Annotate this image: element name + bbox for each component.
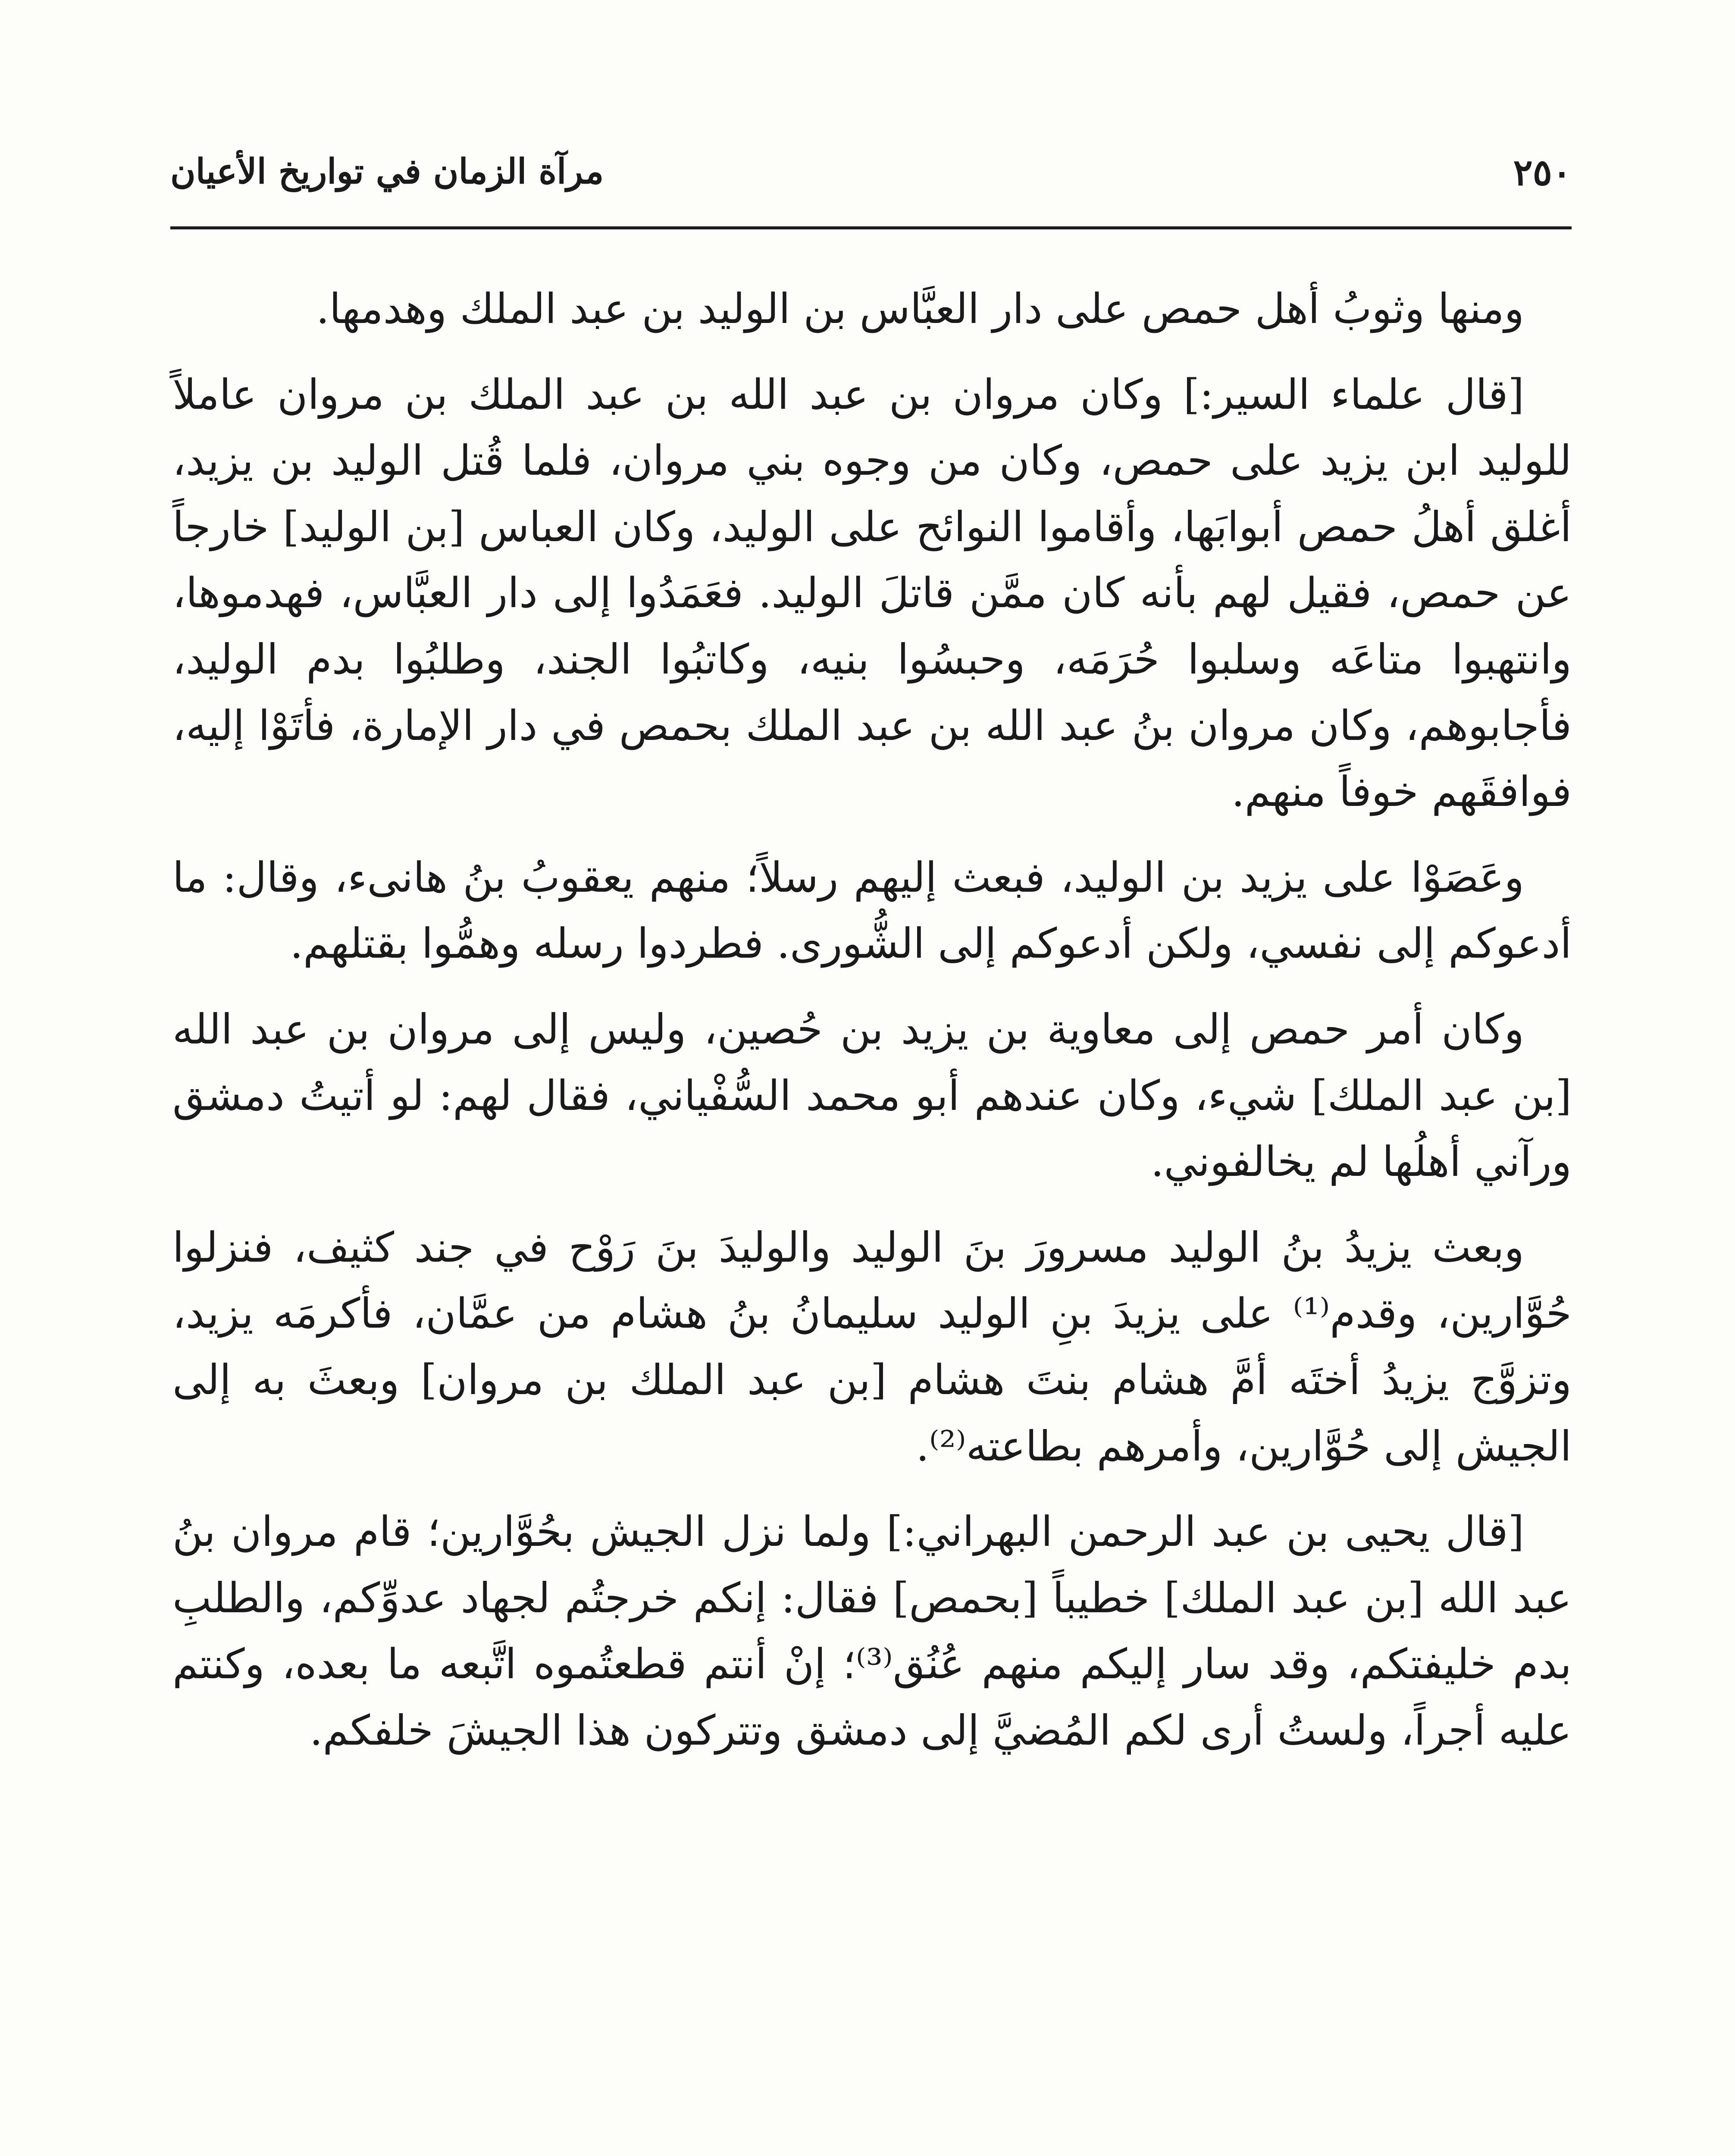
paragraph-5: وبعث يزيدُ بنُ الوليد مسرورَ بنَ الوليد والوليدَ بنَ رَوْح في جند كثيف، فنزلوا حُوَّارين، وقدم⁽¹⁾ على يزيدَ بنِ الوليد سليمانُ بنُ هشام من عمَّان، فأكرمَه يزيد، وتزوَّج يزيدُ أختَه أمَّ هشام بنتَ هشام [بن عبد الملك بن مروان] وبعثَ به إلى الجيش إلى حُوَّارين، وأمرهم بطاعته⁽²⁾. [172,1223,1572,1470]
main-text [172,276,1572,1783]
paragraph-1: ومنها وثوبُ أهل حمص على دار العبَّاس بن الوليد بن عبد الملك وهدمها. [316,285,1524,333]
running-header [170,151,1572,216]
paragraph-2: [قال علماء السير:] وكان مروان بن عبد الله بن عبد الملك بن مروان عاملاً للوليد ابن يزيد على حمص، وكان من وجوه بني مروان، فلما قُتل الوليد بن يزيد، أغلق أهلُ حمص أبوابَها، وأقاموا النوائح على الوليد، وكان العباس [بن الوليد] خارجاً عن حمص، فقيل لهم بأنه كان ممَّن قاتلَ الوليد. فعَمَدُوا إلى دار العبَّاس، فهدموها، وانتهبوا متاعَه وسلبوا حُرَمَه، وحبسُوا بنيه، وكاتبُوا الجند، وطلبُوا بدم الوليد، فأجابوهم، وكان مروان بنُ عبد الله بن عبد الملك بحمص في دار الإمارة، فأتَوْا إليه، فوافقَهم خوفاً منهم. [172,370,1572,816]
header-rule [170,226,1572,229]
book-title: مرآة الزمان في تواريخ الأعيان [170,151,604,191]
paragraph-6: [قال يحيى بن عبد الرحمن البهراني:] ولما نزل الجيش بحُوَّارين؛ قام مروان بنُ عبد الله [بن عبد الملك] خطيباً [بحمص] فقال: إنكم خرجتُم لجهاد عدوِّكم، والطلبِ بدم خليفتكم، وقد سار إليكم منهم عُنُق⁽³⁾؛ إنْ أنتم قطعتُموه اتَّبعه ما بعده، وكنتم عليه أجراً، ولستُ أرى لكم المُضيَّ إلى دمشق وتتركون هذا الجيشَ خلفكم. [172,1507,1572,1755]
page-number: ٢٥٠ [1513,151,1572,194]
paragraph-4: وكان أمر حمص إلى معاوية بن يزيد بن حُصين، وليس إلى مروان بن عبد الله [بن عبد الملك] شيء، وكان عندهم أبو محمد السُّفْياني، فقال لهم: لو أتيتُ دمشق ورآني أهلُها لم يخالفوني. [172,1005,1572,1186]
paragraph-3: وعَصَوْا على يزيد بن الوليد، فبعث إليهم رسلاً؛ منهم يعقوبُ بنُ هانىء، وقال: ما أدعوكم إلى نفسي، ولكن أدعوكم إلى الشُّورى. فطردوا رسله وهمُّوا بقتلهم. [172,853,1572,968]
